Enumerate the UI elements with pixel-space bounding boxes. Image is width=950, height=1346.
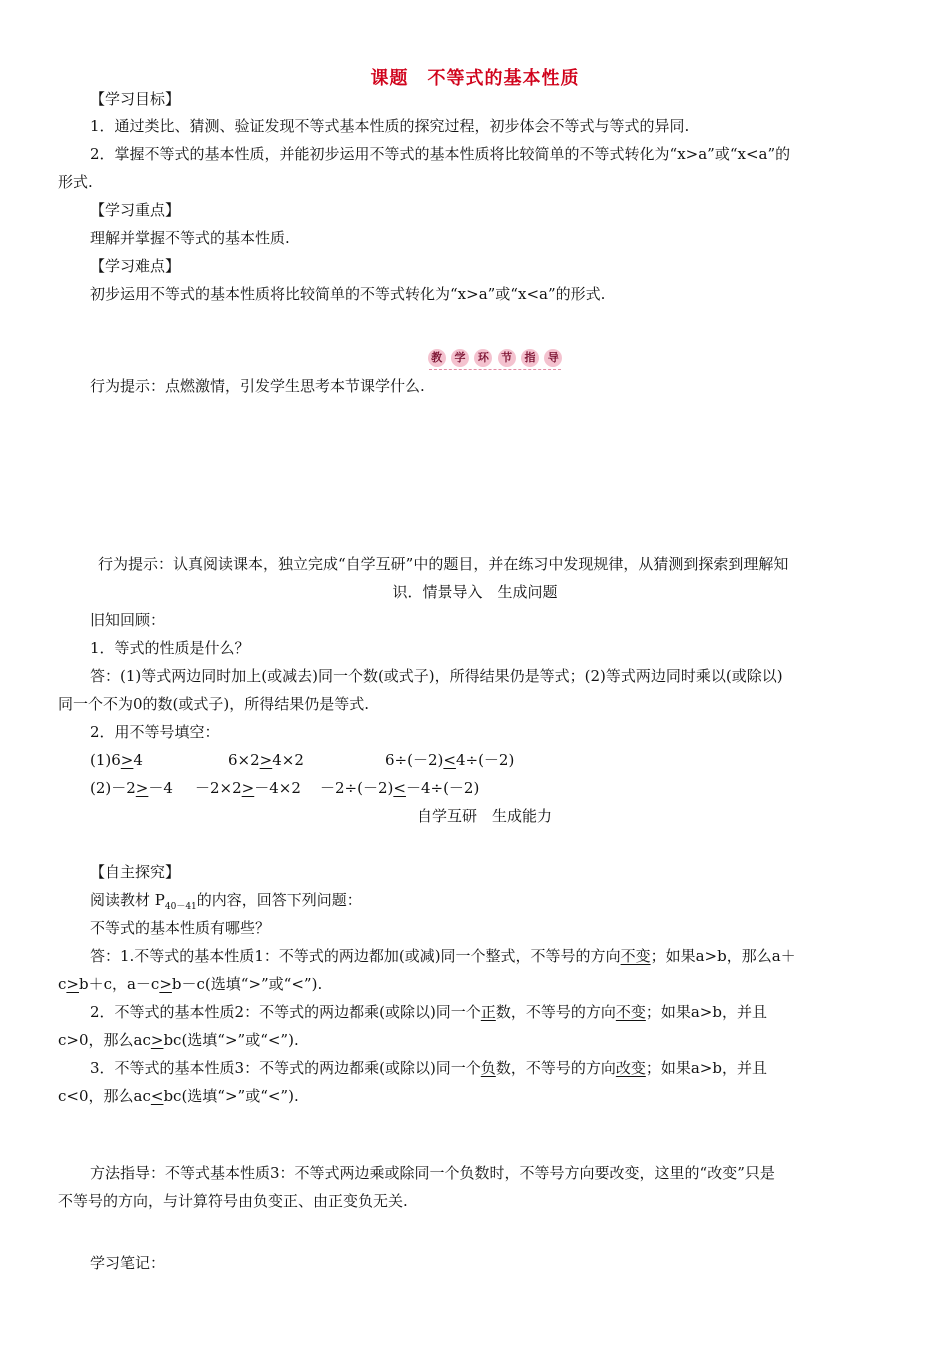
- review-question-1: 1．等式的性质是什么？: [90, 639, 250, 657]
- property-2-line1: [90, 1001, 767, 1023]
- answer-sign: >: [259, 751, 273, 769]
- answer-sign: >: [241, 779, 255, 797]
- text: 数，不等号的方向: [495, 1003, 616, 1021]
- banner-char: 学: [451, 349, 469, 367]
- key-points-text: 理解并掌握不等式的基本性质.: [90, 229, 290, 247]
- answer-sign: <: [150, 1087, 164, 1105]
- property-1-line1: [90, 945, 796, 967]
- text: b－c(选填“>”或“<”).: [171, 975, 323, 993]
- section-heading-self-study: 自学互研 生成能力: [417, 807, 553, 825]
- fill-row2-item3: [320, 777, 479, 799]
- teaching-guide-banner: [425, 346, 565, 372]
- text: ；如果a>b，那么a＋: [650, 947, 796, 965]
- answer-sign: <: [393, 779, 406, 797]
- answer-blank: 不变: [615, 1003, 646, 1021]
- objective-2-line2: 形式.: [58, 173, 93, 191]
- property-3-line1: [90, 1057, 767, 1079]
- difficulties-heading: 【学习难点】: [90, 257, 181, 275]
- fill-row1-item1: [90, 749, 143, 771]
- text: 答：1.不等式的基本性质1：不等式的两边都加(或减)同一个整式，不等号的方向: [90, 947, 621, 965]
- objective-1: 1．通过类比、猜测、验证发现不等式基本性质的探究过程，初步体会不等式与等式的异同.: [90, 117, 690, 135]
- fill-row1-item2: [228, 749, 304, 771]
- banner-char: 教: [428, 349, 446, 367]
- property-2-line2: [58, 1029, 299, 1051]
- review-question-2: 2．用不等号填空：: [90, 723, 220, 741]
- text: ；如果a>b，并且: [645, 1059, 767, 1077]
- objectives-heading: 【学习目标】: [90, 90, 181, 108]
- banner-char: 导: [544, 349, 562, 367]
- expr-left: (2)－2: [90, 779, 136, 797]
- expr-left: －2÷(－2): [320, 779, 394, 797]
- answer-blank: 负: [480, 1059, 496, 1077]
- text: 数，不等号的方向: [495, 1059, 616, 1077]
- banner-char: 指: [521, 349, 539, 367]
- explore-reading: [90, 889, 362, 918]
- method-guide-line1: 方法指导：不等式基本性质3：不等式两边乘或除同一个负数时，不等号方向要改变，这里的“改变”只是: [90, 1164, 775, 1182]
- reading-prefix: 阅读教材 P: [90, 891, 165, 909]
- page-range: 40－41: [164, 902, 197, 912]
- review-answer-1-line1: 答：(1)等式两边同时加上(或减去)同一个数(或式子)，所得结果仍是等式；(2)等式两边同时乘以(或除以): [90, 667, 783, 685]
- text: c>0，那么ac: [58, 1031, 151, 1049]
- key-points-heading: 【学习重点】: [90, 201, 181, 219]
- answer-sign: >: [120, 751, 134, 769]
- banner-char: 节: [498, 349, 516, 367]
- method-guide-line2: 不等号的方向，与计算符号由负变正、由正变负无关.: [58, 1192, 408, 1210]
- page-title: 课题 不等式的基本性质: [370, 68, 580, 89]
- behavior-hint-2-line1: 行为提示：认真阅读课本，独立完成“自学互研”中的题目，并在练习中发现规律，从猜测到探索到理解知: [98, 555, 789, 573]
- difficulties-text: 初步运用不等式的基本性质将比较简单的不等式转化为“x>a”或“x<a”的形式.: [90, 285, 606, 303]
- expr-right: －4÷(－2): [405, 779, 480, 797]
- text: ；如果a>b，并且: [645, 1003, 767, 1021]
- reading-suffix: 的内容，回答下列问题：: [196, 891, 362, 909]
- answer-blank: 正: [480, 1003, 496, 1021]
- expr-left: (1)6: [90, 751, 121, 769]
- objective-2-line1: 2．掌握不等式的基本性质，并能初步运用不等式的基本性质将比较简单的不等式转化为“x>a”或“x<a”的: [90, 145, 791, 163]
- answer-blank: 不变: [620, 947, 651, 965]
- property-1-line2: [58, 973, 322, 995]
- banner-dashed-rule: [429, 369, 561, 370]
- text: 2．不等式的基本性质2：不等式的两边都乘(或除以)同一个: [90, 1003, 481, 1021]
- behavior-hint-2-line2: 识．情景导入 生成问题: [392, 583, 558, 601]
- text: bc(选填“>”或“<”).: [163, 1087, 299, 1105]
- expr-right: 4: [133, 751, 143, 769]
- text: c<0，那么ac: [58, 1087, 151, 1105]
- expr-right: 4÷(－2): [455, 751, 515, 769]
- text: b＋c，a－c: [78, 975, 160, 993]
- answer-sign: <: [443, 751, 456, 769]
- study-notes-label: 学习笔记：: [90, 1254, 166, 1272]
- explore-question: 不等式的基本性质有哪些？: [90, 919, 271, 937]
- property-3-line2: [58, 1085, 299, 1107]
- review-heading: 旧知回顾：: [90, 611, 166, 629]
- answer-sign: >: [66, 975, 79, 993]
- answer-sign: >: [159, 975, 172, 993]
- banner-char: 环: [474, 349, 492, 367]
- expr-right: －4: [148, 779, 173, 797]
- expr-left: 6÷(－2): [385, 751, 444, 769]
- text: c: [58, 975, 67, 993]
- answer-blank: 改变: [615, 1059, 646, 1077]
- expr-left: 6×2: [228, 751, 260, 769]
- expr-right: 4×2: [272, 751, 304, 769]
- explore-heading: 【自主探究】: [90, 863, 181, 881]
- answer-sign: >: [150, 1031, 164, 1049]
- behavior-hint-1: 行为提示：点燃激情，引发学生思考本节课学什么.: [90, 377, 425, 395]
- answer-sign: >: [135, 779, 149, 797]
- text: 3．不等式的基本性质3：不等式的两边都乘(或除以)同一个: [90, 1059, 481, 1077]
- fill-row2-item2: [195, 777, 301, 799]
- fill-row1-item3: [385, 749, 514, 771]
- review-answer-1-line2: 同一个不为0的数(或式子)，所得结果仍是等式.: [58, 695, 370, 713]
- fill-row2-item1: [90, 777, 173, 799]
- expr-left: －2×2: [195, 779, 242, 797]
- text: bc(选填“>”或“<”).: [163, 1031, 299, 1049]
- expr-right: －4×2: [254, 779, 301, 797]
